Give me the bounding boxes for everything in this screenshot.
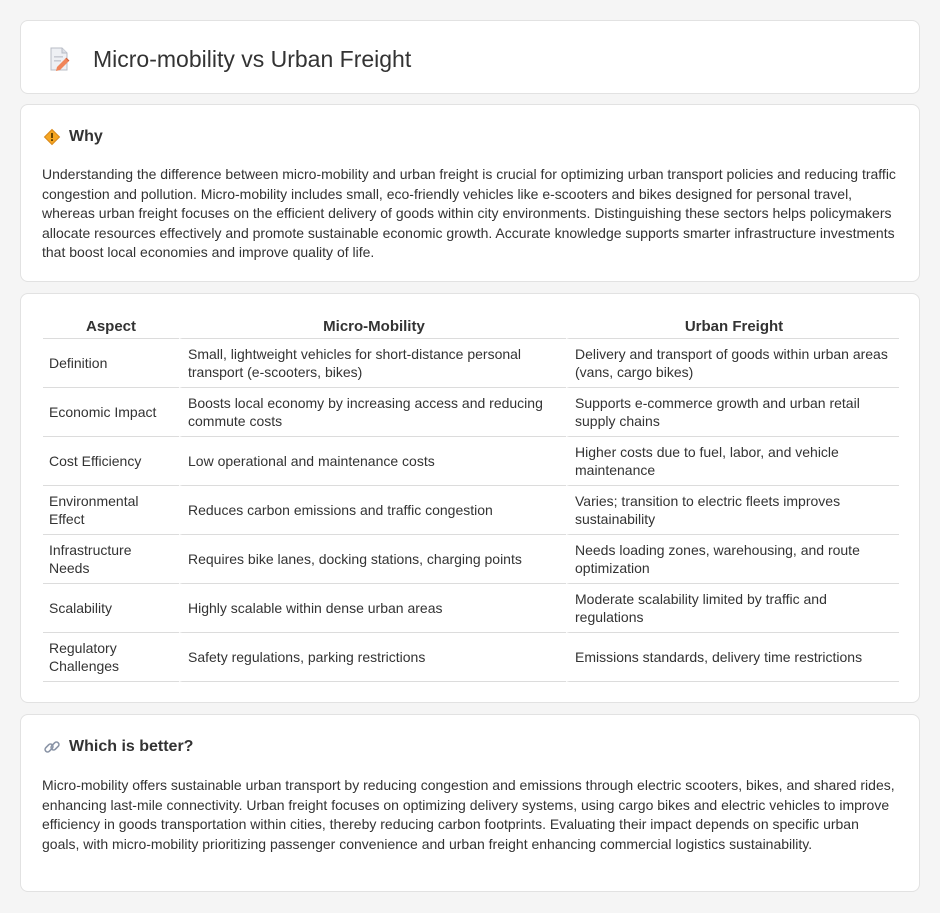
comparison-table xyxy=(43,315,899,682)
column-header-micro-mobility: Micro-Mobility xyxy=(179,315,566,339)
row-aspect: Environmental Effect xyxy=(43,486,179,535)
better-title: Which is better? xyxy=(69,738,194,755)
why-section xyxy=(20,104,920,282)
row-aspect: Regulatory Challenges xyxy=(43,633,179,682)
why-title: Why xyxy=(69,128,103,145)
row-micro-mobility: Highly scalable within dense urban areas xyxy=(179,584,566,633)
table-row xyxy=(43,339,899,388)
better-header xyxy=(43,737,193,757)
column-header-urban-freight: Urban Freight xyxy=(566,315,899,339)
page-title: Micro-mobility vs Urban Freight xyxy=(93,46,412,72)
why-text: Understanding the difference between micro-mobility and urban freight is crucial for optimizing urban transport policies and reducing traffic congestion and pollution. Micro-mobility includes small, eco-friendly vehicles like e-scooters and bikes designed for personal travel, whereas urban freight focuses on the efficient delivery of goods within city environments. Distinguishing these sectors helps policymakers allocate resources effectively and promote sustainable economic growth. Accurate knowledge supports smarter infrastructure investments that boost local economies and improve quality of life. xyxy=(42,166,896,260)
better-text: Micro-mobility offers sustainable urban transport by reducing congestion and emissions through electric scooters, bikes, and shared rides, enhancing last-mile connectivity. Urban freight focuses on optimizing delivery systems, using cargo bikes and electric vehicles to improve efficiency in goods transportation within cities, thereby reducing carbon footprints. Evaluating their impact depends on specific urban goals, with micro-mobility prioritizing passenger convenience and urban freight enhancing commercial logistics sustainability. xyxy=(42,777,895,852)
comparison-section xyxy=(20,293,920,703)
row-urban-freight: Higher costs due to fuel, labor, and vehicle maintenance xyxy=(566,437,899,486)
table-row xyxy=(43,437,899,486)
row-micro-mobility: Small, lightweight vehicles for short-distance personal transport (e-scooters, bikes) xyxy=(179,339,566,388)
row-urban-freight: Needs loading zones, warehousing, and route optimization xyxy=(566,535,899,584)
row-aspect: Economic Impact xyxy=(43,388,179,437)
table-row xyxy=(43,633,899,682)
table-row xyxy=(43,535,899,584)
row-urban-freight: Delivery and transport of goods within urban areas (vans, cargo bikes) xyxy=(566,339,899,388)
why-header xyxy=(43,127,103,147)
table-row xyxy=(43,486,899,535)
document-pencil-icon xyxy=(45,45,73,73)
row-aspect: Definition xyxy=(43,339,179,388)
page-header xyxy=(45,45,411,73)
table-row xyxy=(43,584,899,633)
row-aspect: Scalability xyxy=(43,584,179,633)
row-aspect: Infrastructure Needs xyxy=(43,535,179,584)
row-urban-freight: Varies; transition to electric fleets improves sustainability xyxy=(566,486,899,535)
row-micro-mobility: Low operational and maintenance costs xyxy=(179,437,566,486)
row-micro-mobility: Safety regulations, parking restrictions xyxy=(179,633,566,682)
column-header-aspect: Aspect xyxy=(43,315,179,339)
header-card xyxy=(20,20,920,94)
warning-diamond-icon xyxy=(43,128,61,146)
row-urban-freight: Moderate scalability limited by traffic and regulations xyxy=(566,584,899,633)
row-micro-mobility: Reduces carbon emissions and traffic congestion xyxy=(179,486,566,535)
row-micro-mobility: Boosts local economy by increasing access and reducing commute costs xyxy=(179,388,566,437)
which-is-better-section xyxy=(20,714,920,892)
table-row xyxy=(43,388,899,437)
row-urban-freight: Emissions standards, delivery time restrictions xyxy=(566,633,899,682)
row-urban-freight: Supports e-commerce growth and urban retail supply chains xyxy=(566,388,899,437)
link-icon xyxy=(43,738,61,756)
row-aspect: Cost Efficiency xyxy=(43,437,179,486)
row-micro-mobility: Requires bike lanes, docking stations, charging points xyxy=(179,535,566,584)
table-header-row xyxy=(43,315,899,339)
